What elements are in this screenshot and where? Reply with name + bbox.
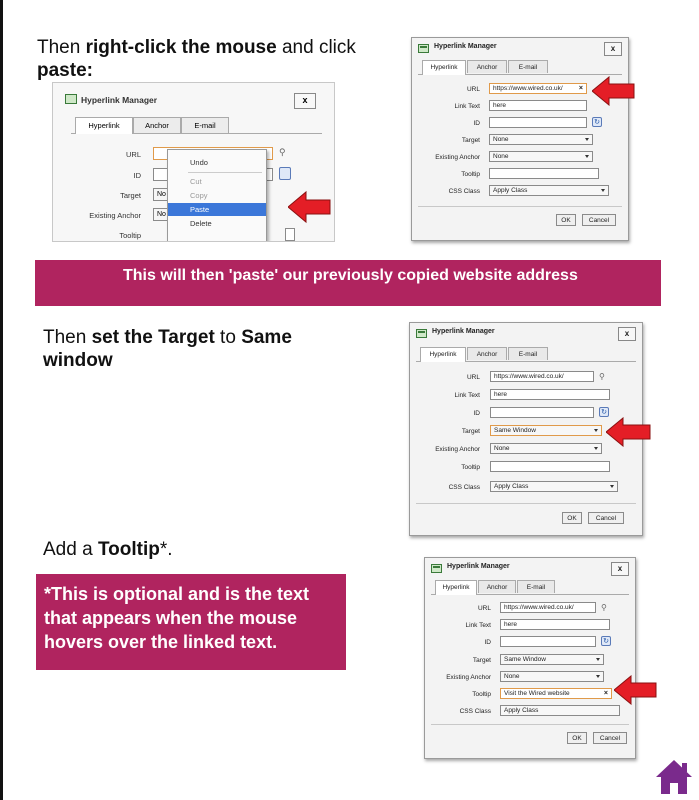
tab-email[interactable]: E-mail [181,117,229,133]
left-border-rule [0,0,3,800]
css-class-select[interactable] [500,705,620,716]
step-text-part: *. [159,539,173,560]
target-label: Target [461,428,480,435]
cancel-button[interactable]: Cancel [582,214,616,226]
tooltip-row [425,688,635,702]
red-arrow-icon [606,417,652,447]
css-class-select[interactable] [489,185,609,196]
target-label: Target [120,191,141,200]
step-bold-part: paste: [37,60,93,81]
css-class-value: Apply Class [493,187,528,194]
link-icon[interactable]: ⚲ [601,603,607,612]
cancel-button[interactable]: Cancel [593,732,627,744]
css-class-select[interactable] [490,481,618,492]
context-menu [167,149,267,242]
tooltip-field[interactable] [500,688,612,699]
existing-anchor-label: Existing Anchor [435,154,480,161]
context-menu-undo[interactable]: Undo [190,158,208,167]
existing-anchor-label: Existing Anchor [446,674,491,681]
css-class-row [412,185,628,199]
tooltip-label: Tooltip [461,464,480,471]
tooltip-field[interactable] [490,461,610,472]
id-field[interactable] [490,407,594,418]
tooltip-note-banner [36,574,346,670]
target-select[interactable] [500,654,604,665]
existing-anchor-label: Existing Anchor [89,211,141,220]
dialog-close-button[interactable]: x [611,562,629,576]
tooltip-field[interactable] [285,228,295,241]
hyperlink-manager-icon [65,94,77,104]
chevron-down-icon [594,429,598,432]
ok-button[interactable]: OK [562,512,582,524]
context-menu-cut[interactable]: Cut [190,177,202,186]
link-text-field[interactable]: here [489,100,587,111]
step-bold-part: Same window [43,327,292,371]
target-label: Target [472,657,491,664]
dialog-tabs [71,117,322,134]
hyperlink-manager-dialog-pasted [411,37,629,241]
tooltip-label: Tooltip [119,231,141,240]
url-label: URL [466,374,480,381]
step-target-instruction [43,326,343,372]
dialog-title: Hyperlink Manager [434,43,497,50]
hyperlink-manager-icon [431,564,442,573]
dialog-title: Hyperlink Manager [81,95,158,105]
chevron-down-icon [585,138,589,141]
tab-email[interactable]: E-mail [508,347,548,360]
link-icon[interactable]: ⚲ [279,147,286,157]
id-field[interactable] [500,636,596,647]
tooltip-field[interactable] [489,168,599,179]
clear-tooltip-icon[interactable]: × [603,690,608,697]
existing-anchor-select[interactable] [489,151,593,162]
link-text-row [425,619,635,633]
existing-anchor-value: None [494,445,510,452]
id-label: ID [133,171,141,180]
tab-email[interactable]: E-mail [508,60,548,73]
ok-button[interactable]: OK [567,732,587,744]
link-text-label: Link Text [454,392,480,399]
dialog-titlebar [412,38,628,60]
tab-hyperlink[interactable]: Hyperlink [420,347,466,362]
tab-anchor[interactable]: Anchor [133,117,181,133]
target-value: Same Window [504,656,546,663]
step-text-part: to [214,327,242,348]
dialog-close-button[interactable]: x [604,42,622,56]
css-class-row [425,705,635,719]
banner-text: This will then 'paste' our previously copied website address [123,267,578,284]
clear-url-icon[interactable]: × [578,85,583,92]
id-row [412,117,628,131]
dialog-title: Hyperlink Manager [447,563,510,570]
existing-anchor-label: Existing Anchor [435,446,480,453]
tab-anchor[interactable]: Anchor [467,347,507,360]
target-select[interactable] [489,134,593,145]
id-field[interactable] [489,117,587,128]
tooltip-label: Tooltip [461,171,480,178]
dialog-tabs [416,347,636,362]
id-label: ID [473,120,480,127]
dialog-close-button[interactable]: x [618,327,636,341]
url-row [425,602,635,616]
chevron-down-icon [601,189,605,192]
context-menu-separator [188,172,262,173]
link-text-label: Link Text [465,622,491,629]
css-class-label: CSS Class [448,188,480,195]
red-arrow-icon [614,675,658,705]
url-value: https://www.wired.co.uk/ [493,85,563,92]
step-text-part: Then [37,37,86,58]
context-menu-delete[interactable]: Delete [190,219,212,228]
banner-text: *This is optional and is the text that appears when the mouse hovers over the linked text. [44,584,310,652]
url-label: URL [477,605,491,612]
url-label: URL [125,150,141,159]
id-label: ID [473,410,480,417]
existing-anchor-row [425,671,635,685]
existing-anchor-value: None [493,153,509,160]
dialog-title: Hyperlink Manager [432,328,495,335]
id-label: ID [484,639,491,646]
cancel-button[interactable]: Cancel [588,512,624,524]
tab-hyperlink[interactable]: Hyperlink [435,580,477,595]
url-field[interactable]: https://www.wired.co.uk/ [500,602,596,613]
link-text-label: Link Text [454,103,480,110]
dialog-separator [416,503,636,504]
chevron-down-icon [610,485,614,488]
css-class-value: Apply Class [494,483,529,490]
target-value: None [493,136,509,143]
link-text-field[interactable]: here [490,389,610,400]
tab-anchor[interactable]: Anchor [467,60,507,73]
step-text-part: and click [276,37,356,58]
url-row [410,371,642,385]
context-menu-paste[interactable]: Paste [168,203,266,216]
dialog-tabs [418,60,622,75]
css-class-value: Apply Class [504,707,539,714]
step-bold-part: set the Target [91,327,215,348]
tab-email[interactable]: E-mail [517,580,555,593]
context-menu-copy[interactable]: Copy [190,191,208,200]
chevron-down-icon [596,675,600,678]
url-field[interactable] [489,83,587,94]
css-class-label: CSS Class [448,484,480,491]
link-icon[interactable]: ⚲ [599,372,605,381]
refresh-icon[interactable]: ↻ [599,407,609,417]
refresh-icon[interactable]: ↻ [601,636,611,646]
existing-anchor-select[interactable] [490,443,602,454]
dialog-titlebar [410,323,642,345]
tab-anchor[interactable]: Anchor [478,580,516,593]
tab-hyperlink[interactable]: Hyperlink [75,117,133,134]
step-bold-part: right-click the mouse [85,37,277,58]
hyperlink-manager-icon [416,329,427,338]
step-tooltip-instruction [43,538,263,561]
step-bold-part: Tooltip [97,539,160,560]
step-text-part: Then [43,327,92,348]
dialog-tabs [431,580,629,595]
existing-anchor-row [412,151,628,165]
dialog-separator [431,724,629,725]
existing-anchor-select[interactable]: No [153,208,171,221]
chevron-down-icon [594,447,598,450]
home-icon[interactable] [654,758,694,796]
step-text-part: Add a [43,539,98,560]
existing-anchor-value: None [504,673,520,680]
red-arrow-icon [288,190,332,224]
hyperlink-manager-icon [418,44,429,53]
existing-anchor-select[interactable] [500,671,604,682]
refresh-icon[interactable]: ↻ [592,117,602,127]
id-row [425,636,635,650]
step-paste-instruction [37,36,357,82]
target-row [425,654,635,668]
tab-hyperlink[interactable]: Hyperlink [422,60,466,75]
chevron-down-icon [596,658,600,661]
target-value: Same Window [494,427,536,434]
paste-result-banner [35,260,661,306]
ok-button[interactable]: OK [556,214,576,226]
chevron-down-icon [585,155,589,158]
css-class-label: CSS Class [459,708,491,715]
target-select[interactable]: No [153,188,171,201]
tooltip-row [412,168,628,182]
link-text-row [410,389,642,403]
url-field[interactable]: https://www.wired.co.uk/ [490,371,594,382]
url-label: URL [466,86,480,93]
target-label: Target [461,137,480,144]
tooltip-row [410,461,642,475]
target-row [412,134,628,148]
css-class-row [410,481,642,495]
hyperlink-manager-dialog-tooltip [424,557,636,759]
dialog-close-button[interactable]: x [294,93,316,109]
target-select[interactable] [490,425,602,436]
tooltip-label: Tooltip [472,691,491,698]
dialog-separator [418,206,622,207]
dialog-titlebar [425,558,635,580]
link-text-field[interactable]: here [500,619,610,630]
refresh-icon[interactable] [279,167,291,180]
tooltip-value: Visit the Wired website [504,690,570,697]
red-arrow-icon [592,76,636,106]
